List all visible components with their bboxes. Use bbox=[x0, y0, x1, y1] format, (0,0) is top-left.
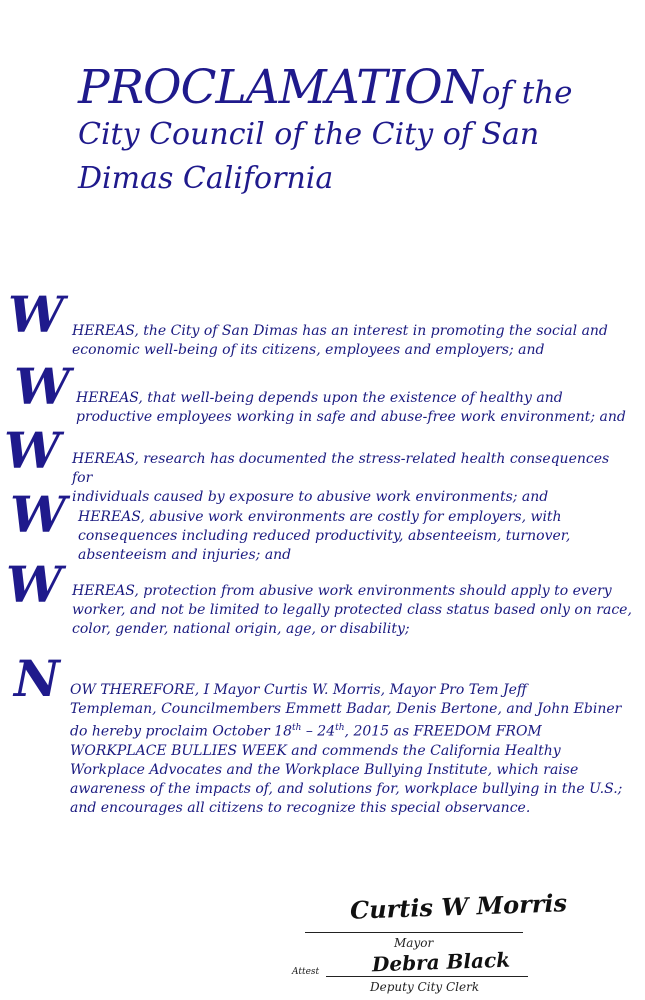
text-span: , 2015 as FREEDOM FROM bbox=[344, 723, 542, 740]
drop-cap-initial: W bbox=[4, 421, 61, 480]
clause-text bbox=[76, 389, 636, 427]
resolution-line: awareness of the impacts of, and solutions for, workplace bullying in the U.S.; bbox=[70, 780, 623, 797]
clause-line: HEREAS, abusive work environments are costly for employers, with bbox=[78, 509, 562, 525]
title-line-3: Dimas California bbox=[78, 161, 334, 196]
clause-line: productive employees working in safe and abuse-free work environment; and bbox=[76, 409, 626, 425]
text-span: do hereby proclaim October 18 bbox=[70, 723, 292, 740]
clause-line: HEREAS, research has documented the stress-related health consequences for bbox=[72, 451, 610, 486]
mayor-caption: Mayor bbox=[394, 936, 434, 950]
clause-line: HEREAS, that well-being depends upon the existence of healthy and bbox=[76, 390, 563, 406]
title-of-the: of the bbox=[481, 75, 573, 111]
drop-cap-initial: W bbox=[6, 555, 63, 614]
signature-block bbox=[0, 880, 645, 1000]
clause-line: consequences including reduced productivity, absenteeism, turnover, bbox=[78, 528, 571, 544]
resolution-line: OW THEREFORE, I Mayor Curtis W. Morris, Mayor Pro Tem Jeff bbox=[70, 682, 527, 698]
clause-line: individuals caused by exposure to abusive work environments; and bbox=[72, 489, 549, 505]
title-line-2: City Council of the City of San bbox=[78, 117, 540, 152]
drop-cap-initial: W bbox=[8, 285, 65, 344]
drop-cap-initial: W bbox=[14, 357, 71, 416]
clause-line: color, gender, national origin, age, or disability; bbox=[72, 621, 410, 637]
mayor-signature-line bbox=[305, 932, 523, 933]
clause-line: HEREAS, protection from abusive work environments should apply to every bbox=[72, 583, 612, 599]
clause-line: worker, and not be limited to legally protected class status based only on race, bbox=[72, 602, 632, 618]
resolution-line: and encourages all citizens to recognize this special observance. bbox=[70, 799, 531, 816]
superscript: th bbox=[335, 723, 345, 733]
clause-text bbox=[72, 582, 632, 639]
proclamation-title bbox=[78, 60, 618, 199]
resolution-line: WORKPLACE BULLIES WEEK and commends the California Healthy bbox=[70, 742, 561, 759]
clerk-caption: Deputy City Clerk bbox=[370, 980, 480, 994]
clause-text bbox=[72, 322, 632, 360]
title-line-1 bbox=[78, 60, 618, 115]
resolution-line: Workplace Advocates and the Workplace Bullying Institute, which raise bbox=[70, 761, 579, 778]
title-main: PROCLAMATION bbox=[78, 60, 482, 115]
mayor-signature: Curtis W Morris bbox=[349, 888, 568, 925]
attest-label: Attest bbox=[292, 967, 320, 977]
clause-line: absenteeism and injuries; and bbox=[78, 547, 292, 563]
text-span: – 24 bbox=[301, 723, 336, 740]
resolution-line: Templeman, Councilmembers Emmett Badar, Denis Bertone, and John Ebiner bbox=[70, 701, 622, 717]
clause-line: economic well-being of its citizens, employees and employers; and bbox=[72, 342, 545, 358]
clause-text bbox=[78, 508, 638, 565]
clause-line: HEREAS, the City of San Dimas has an interest in promoting the social and bbox=[72, 323, 608, 339]
clerk-signature: Debra Black bbox=[371, 947, 511, 977]
clerk-signature-line bbox=[326, 976, 528, 977]
clause-text bbox=[72, 450, 632, 507]
resolution-text bbox=[70, 681, 640, 818]
resolution-line bbox=[70, 719, 640, 742]
superscript: th bbox=[291, 723, 302, 733]
drop-cap-initial: W bbox=[10, 485, 67, 544]
drop-cap-initial: N bbox=[14, 649, 60, 708]
